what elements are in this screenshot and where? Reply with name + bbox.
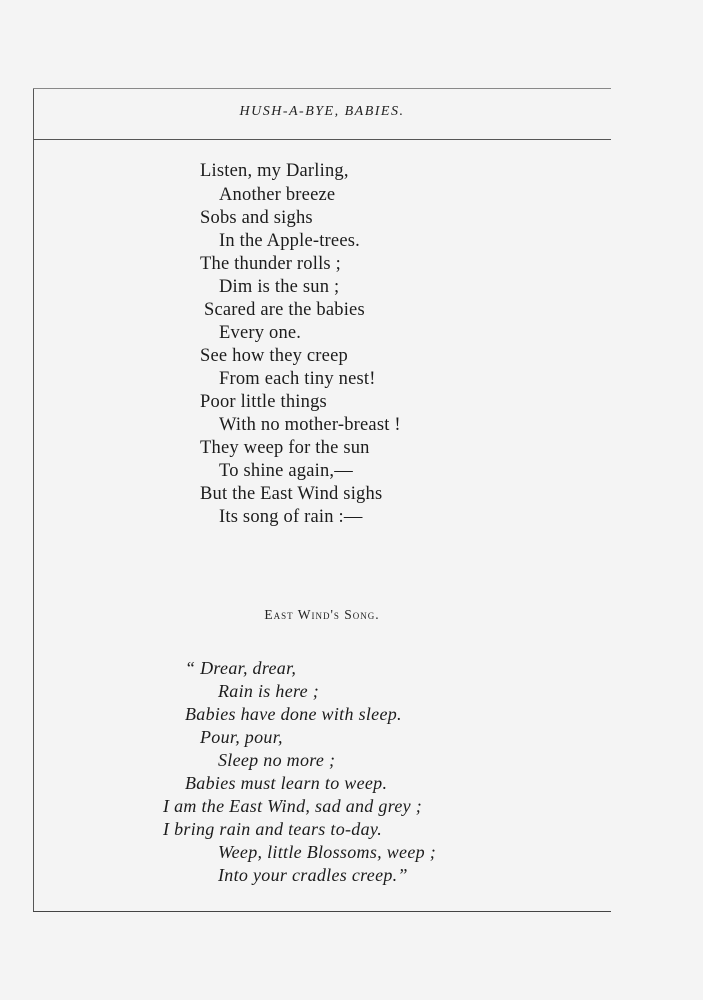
poem-line: Poor little things — [200, 392, 327, 412]
poem-line: Another breeze — [219, 185, 336, 205]
poem-line: See how they creep — [200, 346, 348, 366]
running-head: HUSH-A-BYE, BABIES. — [239, 104, 405, 119]
poem-line: They weep for the sun — [200, 438, 370, 458]
poem-line: Sobs and sighs — [200, 208, 313, 228]
running-head-rule — [33, 139, 611, 140]
poem-line: Its song of rain :— — [219, 507, 363, 527]
poem-line: Listen, my Darling, — [200, 161, 349, 181]
poem-line: To shine again,— — [219, 461, 353, 481]
poem-line: With no mother-breast ! — [219, 415, 401, 435]
page-frame-left-border — [33, 88, 34, 912]
song-line: Babies have done with sleep. — [185, 704, 402, 724]
song-title-text: East Wind's Song. — [264, 607, 380, 622]
poem-line: From each tiny nest! — [219, 369, 376, 389]
page-frame-bottom-rule — [33, 911, 611, 912]
song-line: Rain is here ; — [218, 681, 320, 701]
song-line: I bring rain and tears to-day. — [163, 819, 382, 839]
song-line: I am the East Wind, sad and grey ; — [163, 796, 423, 816]
song-line: Sleep no more ; — [218, 750, 336, 770]
song-line: Into your cradles creep.” — [218, 865, 408, 885]
poem-line: Scared are the babies — [204, 300, 365, 320]
poem-line: But the East Wind sighs — [200, 484, 383, 504]
poem-line: Dim is the sun ; — [219, 277, 340, 297]
poem-line: The thunder rolls ; — [200, 254, 341, 274]
poem-line: Every one. — [219, 323, 302, 343]
song-line: “ Drear, drear, — [185, 658, 297, 678]
song-title — [33, 607, 611, 623]
page-frame-top-rule — [33, 88, 611, 89]
song-line: Weep, little Blossoms, weep ; — [218, 842, 437, 862]
poem-line: In the Apple-trees. — [219, 231, 360, 251]
song-line: Pour, pour, — [200, 727, 283, 747]
song-line: Babies must learn to weep. — [185, 773, 388, 793]
